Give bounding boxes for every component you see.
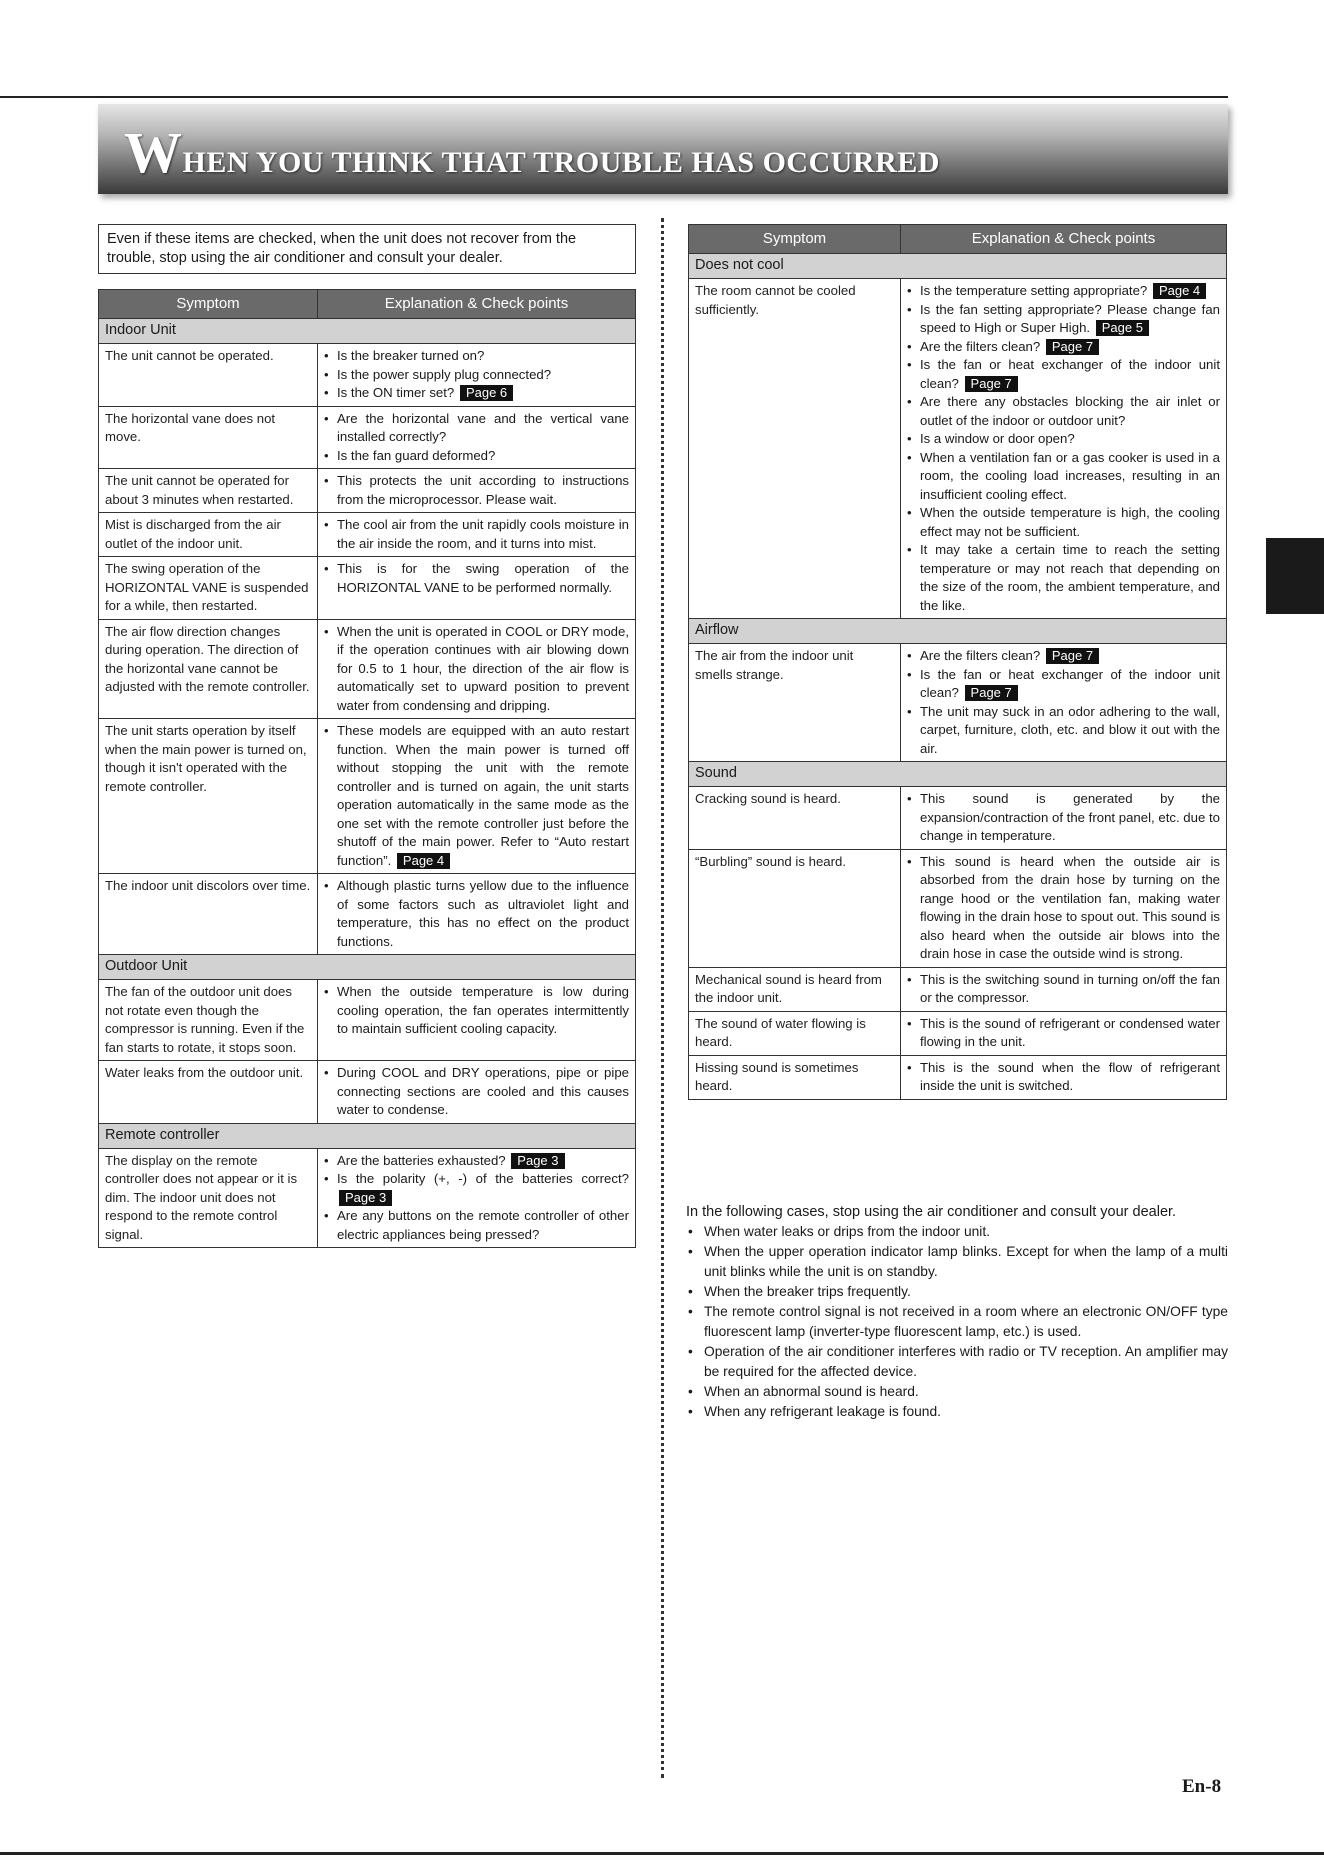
check-point	[324, 347, 629, 366]
section-title: Sound	[689, 762, 1227, 787]
check-point-text: Are the horizontal vane and the vertical vane installed correctly?	[337, 410, 629, 444]
page-title	[124, 120, 940, 185]
symptom-cell: The display on the remote controller does not appear or it is dim. The indoor unit does not respond to the remote control signal.	[99, 1148, 318, 1248]
check-point-list	[907, 971, 1220, 1008]
check-point-text: Is the polarity (+, -) of the batteries correct?	[337, 1171, 629, 1186]
check-point	[324, 366, 629, 385]
section-row	[689, 254, 1227, 279]
check-point-list	[324, 623, 629, 716]
symptom-cell: The swing operation of the HORIZONTAL VANE is suspended for a while, then restarted.	[99, 557, 318, 620]
explanation-cell	[318, 557, 636, 620]
section-row	[689, 619, 1227, 644]
check-point-text: This is the switching sound in turning on/off the fan or the compressor.	[920, 971, 1220, 1005]
header-row	[99, 290, 636, 319]
section-title: Does not cool	[689, 254, 1227, 279]
section-title: Outdoor Unit	[99, 955, 636, 980]
notice-title: In the following cases, stop using the air conditioner and consult your dealer.	[686, 1204, 1177, 1220]
check-point-text: Is the power supply plug connected?	[337, 366, 552, 382]
page-reference-badge: Page 3	[511, 1153, 564, 1169]
check-point-text: Is a window or door open?	[920, 431, 1075, 446]
symptom-cell: The air flow direction changes during operation. The direction of the horizontal vane cannot be adjusted with the remote controller.	[99, 619, 318, 719]
section-row	[99, 1123, 636, 1148]
title-banner	[98, 104, 1228, 194]
table-row	[99, 980, 636, 1061]
table-body	[689, 254, 1227, 1100]
check-point-list	[324, 472, 629, 509]
check-point	[907, 282, 1220, 301]
notice-block	[686, 1202, 1228, 1422]
right-trouble-table	[688, 224, 1227, 1100]
explanation-cell	[318, 469, 636, 513]
check-point	[907, 301, 1220, 338]
symptom-cell: “Burbling” sound is heard.	[689, 849, 901, 967]
symptom-cell: The horizontal vane does not move.	[99, 406, 318, 469]
notice-item: • When an abnormal sound is heard.	[686, 1382, 1228, 1402]
symptom-cell: The unit cannot be operated for about 3 minutes when restarted.	[99, 469, 318, 513]
check-point-text: The unit may suck in an odor adhering to the wall, carpet, furniture, cloth, etc. and blow it out with the air.	[920, 703, 1220, 756]
bottom-rule	[0, 1852, 1324, 1855]
check-point-text: When the outside temperature is high, the cooling effect may not be sufficient.	[920, 505, 1220, 539]
notice-item: • Operation of the air conditioner interferes with radio or TV reception. An amplifier may be required for the affected device.	[686, 1342, 1228, 1382]
explanation-cell	[318, 513, 636, 557]
notice-item: • The remote control signal is not received in a room where an electronic ON/OFF type fluorescent lamp (inverter-type fluorescent lamp, etc.) is used.	[686, 1302, 1228, 1342]
page-reference-badge: Page 7	[1046, 339, 1099, 355]
section-tab-marker	[1266, 538, 1324, 614]
table-row	[99, 406, 636, 469]
check-point-text: This is for the swing operation of the HORIZONTAL VANE to be performed normally.	[337, 561, 629, 595]
check-point-text: Is the ON timer set?	[337, 385, 455, 400]
top-rule	[0, 96, 1228, 98]
explanation-cell	[318, 719, 636, 874]
column-divider	[661, 218, 664, 1778]
symptom-cell: Mechanical sound is heard from the indoor unit.	[689, 967, 901, 1011]
page-reference-badge: Page 6	[460, 385, 513, 401]
page-reference-badge: Page 4	[397, 853, 450, 869]
explanation-cell	[901, 1055, 1227, 1099]
check-point	[324, 410, 629, 447]
table-row	[99, 469, 636, 513]
header-row	[689, 225, 1227, 254]
table-row	[689, 644, 1227, 762]
section-title: Remote controller	[99, 1123, 636, 1148]
table-row	[99, 557, 636, 620]
check-point	[907, 504, 1220, 541]
explanation-cell	[318, 406, 636, 469]
check-point-text: This protects the unit according to instructions from the microprocessor. Please wait.	[337, 473, 629, 507]
explanation-cell	[901, 644, 1227, 762]
symptom-cell: The indoor unit discolors over time.	[99, 874, 318, 955]
page-reference-badge: Page 7	[965, 376, 1018, 392]
check-point-list	[907, 282, 1220, 615]
check-point-text: Is the fan or heat exchanger of the indoor unit clean?	[920, 666, 1220, 700]
notice-list	[686, 1222, 1228, 1422]
check-point-list	[907, 1059, 1220, 1096]
symptom-cell: The room cannot be cooled sufficiently.	[689, 279, 901, 619]
check-point-text: During COOL and DRY operations, pipe or pipe connecting sections are cooled and this causes water to condense.	[337, 1065, 629, 1117]
table-row	[99, 1061, 636, 1124]
check-point-list	[324, 722, 629, 870]
symptom-cell: The sound of water flowing is heard.	[689, 1011, 901, 1055]
check-point-list	[907, 647, 1220, 758]
explanation-header: Explanation & Check points	[318, 290, 636, 319]
notice-item: • When any refrigerant leakage is found.	[686, 1402, 1228, 1422]
check-point	[324, 447, 629, 466]
intro-note: Even if these items are checked, when the unit does not recover from the trouble, stop using the air conditioner and consult your dealer.	[98, 224, 636, 274]
check-point-text: Is the breaker turned on?	[337, 348, 485, 363]
check-point-text: Are there any obstacles blocking the air inlet or outlet of the indoor or outdoor unit?	[920, 394, 1220, 428]
check-point	[324, 516, 629, 553]
explanation-cell	[901, 279, 1227, 619]
check-point	[324, 1064, 629, 1120]
check-point	[324, 1152, 629, 1171]
check-point-text: Is the fan or heat exchanger of the indoor unit clean?	[920, 357, 1220, 391]
check-point	[324, 722, 629, 870]
page-reference-badge: Page 5	[1096, 320, 1149, 336]
section-row	[99, 955, 636, 980]
symptom-cell: The air from the indoor unit smells strange.	[689, 644, 901, 762]
check-point-text: Are any buttons on the remote controller of other electric appliances being pressed?	[337, 1208, 629, 1242]
check-point-list	[907, 1015, 1220, 1052]
check-point-text: Is the fan setting appropriate? Please change fan speed to High or Super High.	[920, 301, 1220, 335]
page-number: En-8	[1182, 1776, 1222, 1797]
check-point-text: It may take a certain time to reach the setting temperature or may not reach that depending on the size of the room, the ambient temperature, and the like.	[920, 542, 1220, 613]
explanation-header: Explanation & Check points	[901, 225, 1227, 254]
page-reference-badge: Page 3	[339, 1190, 392, 1206]
check-point-text: Although plastic turns yellow due to the influence of some factors such as ultraviolet light and temperature, this has no effect on the product functions.	[337, 878, 629, 949]
check-point	[907, 703, 1220, 759]
check-point-text: Is the temperature setting appropriate?	[920, 283, 1148, 298]
notice-item: • When the breaker trips frequently.	[686, 1282, 1228, 1302]
symptom-header: Symptom	[689, 225, 901, 254]
symptom-cell: Water leaks from the outdoor unit.	[99, 1061, 318, 1124]
check-point	[324, 983, 629, 1039]
check-point	[324, 1207, 629, 1244]
section-title: Airflow	[689, 619, 1227, 644]
table-row	[99, 719, 636, 874]
table-row	[689, 849, 1227, 967]
page-reference-badge: Page 7	[1046, 648, 1099, 664]
check-point	[324, 560, 629, 597]
check-point-list	[324, 983, 629, 1039]
notice-item: • When the upper operation indicator lamp blinks. Except for when the lamp of a multi unit blinks while the unit is on standby.	[686, 1242, 1228, 1282]
check-point-list	[324, 347, 629, 403]
check-point	[907, 338, 1220, 357]
explanation-cell	[318, 1061, 636, 1124]
symptom-cell: Cracking sound is heard.	[689, 787, 901, 850]
check-point-text: When a ventilation fan or a gas cooker is used in a room, the cooling load increases, resulting in an insufficient cooling effect.	[920, 449, 1220, 502]
page-reference-badge: Page 4	[1153, 283, 1206, 299]
check-point-list	[907, 790, 1220, 846]
section-row	[689, 762, 1227, 787]
explanation-cell	[318, 619, 636, 719]
table-row	[689, 1011, 1227, 1055]
table-row	[99, 874, 636, 955]
symptom-cell: The unit starts operation by itself when the main power is turned on, though it isn't operated with the remote controller.	[99, 719, 318, 874]
check-point-text: This is the sound when the flow of refrigerant inside the unit is switched.	[920, 1059, 1220, 1093]
left-trouble-table	[98, 289, 636, 1248]
check-point	[907, 971, 1220, 1008]
check-point	[907, 449, 1220, 505]
check-point-text: When the unit is operated in COOL or DRY mode, if the operation continues with air blowing down for 0.5 to 1 hour, the direction of the air flow is automatically set to upward position to prevent water from condensing and dripping.	[337, 623, 629, 713]
check-point	[907, 1015, 1220, 1052]
check-point	[324, 472, 629, 509]
check-point	[907, 1059, 1220, 1096]
check-point-text: This sound is heard when the outside air is absorbed from the drain hose by turning on the range hood or the ventilation fan, making water flowing in the drain hose to spout out. This sound is also heard when the outside air blows into the drain hose in case the outside wind is strong.	[920, 853, 1220, 961]
check-point-text: Are the filters clean?	[920, 648, 1041, 663]
check-point-text: This sound is generated by the expansion/contraction of the front panel, etc. due to change in temperature.	[920, 791, 1220, 843]
check-point-list	[324, 516, 629, 553]
table-row	[99, 513, 636, 557]
symptom-cell: Hissing sound is sometimes heard.	[689, 1055, 901, 1099]
section-title: Indoor Unit	[99, 319, 636, 344]
check-point-text: The cool air from the unit rapidly cools moisture in the air inside the room, and it turns into mist.	[337, 517, 629, 551]
table-row	[99, 619, 636, 719]
check-point	[324, 877, 629, 951]
symptom-cell: The unit cannot be operated.	[99, 344, 318, 407]
check-point	[907, 666, 1220, 703]
table-body	[99, 319, 636, 1248]
check-point-text: When the outside temperature is low during cooling operation, the fan operates intermittently to maintain sufficient cooling capacity.	[337, 984, 629, 1036]
table-header	[689, 225, 1227, 254]
check-point	[907, 853, 1220, 964]
check-point-text: These models are equipped with an auto restart function. When the main power is turned off without stopping the unit with the remote controller and is turned on again, the unit starts operation automatically in the same mode as the one set with the remote controller just before the shutoff of the main power. Refer to “Auto restart function”.	[337, 723, 629, 868]
check-point-text: Is the fan guard deformed?	[337, 447, 496, 463]
explanation-cell	[318, 344, 636, 407]
check-point	[907, 356, 1220, 393]
check-point	[324, 384, 629, 403]
title-initial: W	[124, 120, 183, 185]
explanation-cell	[901, 967, 1227, 1011]
symptom-cell: The fan of the outdoor unit does not rotate even though the compressor is running. Even if the fan starts to rotate, it stops soon.	[99, 980, 318, 1061]
symptom-header: Symptom	[99, 290, 318, 319]
table-row	[689, 1055, 1227, 1099]
table-row	[689, 787, 1227, 850]
check-point-list	[324, 410, 629, 466]
check-point-list	[324, 1064, 629, 1120]
explanation-cell	[901, 849, 1227, 967]
table-row	[689, 967, 1227, 1011]
section-row	[99, 319, 636, 344]
explanation-cell	[901, 787, 1227, 850]
check-point-list	[324, 560, 629, 597]
check-point-list	[324, 877, 629, 951]
explanation-cell	[901, 1011, 1227, 1055]
check-point	[907, 393, 1220, 430]
check-point	[907, 790, 1220, 846]
table-row	[99, 1148, 636, 1248]
notice-item: • When water leaks or drips from the indoor unit.	[686, 1222, 1228, 1242]
explanation-cell	[318, 980, 636, 1061]
check-point	[907, 541, 1220, 615]
explanation-cell	[318, 874, 636, 955]
check-point-text: Are the filters clean?	[920, 338, 1041, 354]
check-point	[324, 623, 629, 716]
check-point	[907, 647, 1220, 666]
check-point-list	[907, 853, 1220, 964]
check-point-text: This is the sound of refrigerant or condensed water flowing in the unit.	[920, 1015, 1220, 1049]
table-row	[689, 279, 1227, 619]
title-rest: HEN YOU THINK THAT TROUBLE HAS OCCURRED	[182, 146, 940, 179]
table-header	[99, 290, 636, 319]
symptom-cell: Mist is discharged from the air outlet of the indoor unit.	[99, 513, 318, 557]
check-point	[907, 430, 1220, 449]
check-point-text: Are the batteries exhausted?	[337, 1152, 506, 1168]
table-row	[99, 344, 636, 407]
explanation-cell	[318, 1148, 636, 1248]
check-point	[324, 1170, 629, 1207]
page-reference-badge: Page 7	[965, 685, 1018, 701]
check-point-list	[324, 1152, 629, 1245]
